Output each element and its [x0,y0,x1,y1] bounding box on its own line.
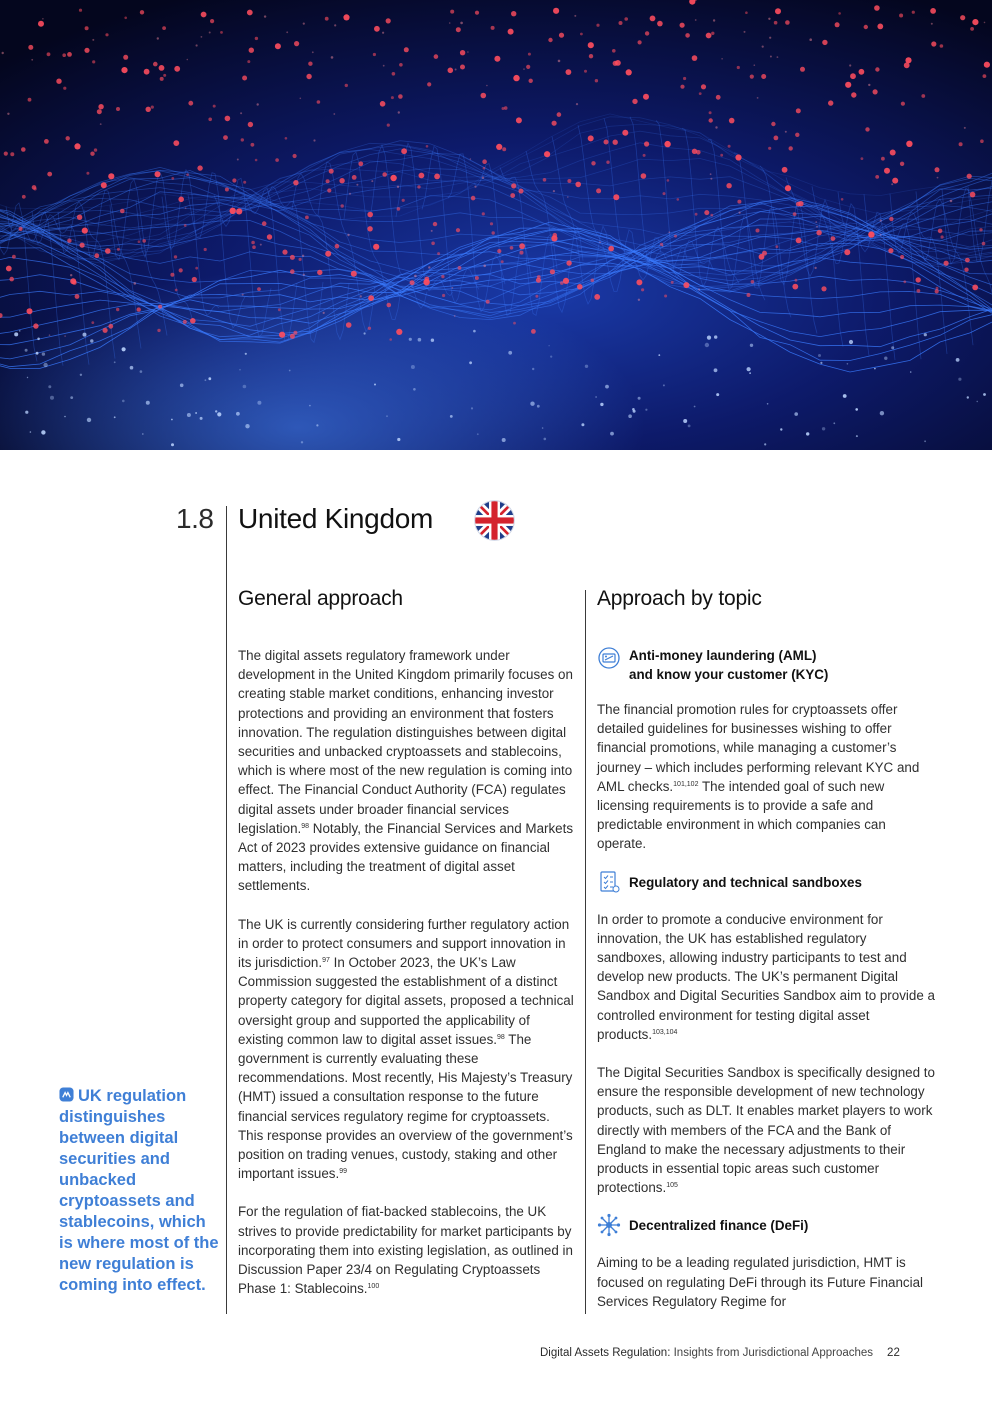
paragraph: For the regulation of fiat-backed stablecoins, the UK strives to provide predictability for market participants by incorporating them into existing legislation, as outlined in Discussion Paper 23/4 on Regulating Cryptoassets Phase 1: Stablecoins.$^{100}$ [238,1204,573,1297]
paragraph: The digital assets regulatory framework under development in the United Kingdom primarily focuses on creating stable market conditions, enhancing investor protections and providing an environment that fosters innovation. The regulation distinguishes between digital securities and unbacked cryptoassets and stablecoins, which is where most of the new regulation is coming into effect. The Financial Conduct Authority (FCA) regulates digital assets under broader financial services legislation.$^{98}$ Notably, the Financial Services and Markets Act of 2023 provides extensive guidance on financial matters, including the treatment of digital asset settlements. [238,648,574,894]
sandbox-checklist-icon [597,870,621,894]
topic-label-line2: and know your customer (KYC) [629,667,829,682]
pull-quote: UK regulation distinguishes between digital securities and unbacked cryptoassets and stablecoins, which is where most of the new regulation is coming into effect. [59,1087,219,1294]
column-divider [585,590,586,1314]
section-divider [226,506,227,1314]
footer-title-rest: Insights from Jurisdictional Approaches [670,1347,874,1359]
topic-label: Regulatory and technical sandboxes [629,874,862,890]
page-title: United Kingdom [238,503,434,534]
hero-image [0,0,992,450]
topic-label: Decentralized finance (DeFi) [629,1218,809,1234]
defi-network-icon [597,1213,621,1237]
topic-aml-kyc [597,646,937,684]
topic-sandboxes [597,873,937,894]
topic-label-line1: Anti-money laundering (AML) [629,648,817,663]
paragraph: In order to promote a conducive environment for innovation, the UK has established regulatory sandboxes, allowing industry participants to test and develop new products. The UK’s permanent Digital Sandbox and Digital Securities Sandbox aim to provide a controlled environment for testing digital asset products.$^{103,104}$ [597,911,935,1042]
page-footer [540,1347,900,1359]
paragraph: The UK is currently considering further regulatory action in order to protect consumers and support innovation in its jurisdiction.$^{97}$ In October 2023, the UK’s Law Commission suggested the establishment of a distinct property category for digital assets, proposed a technical oversight group and supported the applicability of existing common law to digital asset issues.$^{98}$ The government is currently evaluating these recommendations. Most recently, His Majesty’s Treasury (HMT) issued a consultation response to the future financial services regulatory regime for cryptoassets. This response provides an overview of the government’s position on trading venues, custody, staking and other important issues.$^{99}$ [238,916,574,1182]
topic-defi [597,1216,937,1237]
general-approach-heading: General approach [238,587,403,610]
page-number: 22 [887,1347,900,1359]
hero-graphic [0,0,992,450]
section-number: 1.8 [176,503,214,534]
paragraph: The Digital Securities Sandbox is specifically designed to ensure the responsible development of new technology products, such as DLT. It enables market players to work directly with members of the FCA and the Bank of England to make the necessary adjustments to their products in essential topic areas such customer protections.$^{105}$ [597,1065,935,1196]
approach-by-topic-heading: Approach by topic [597,587,762,610]
quote-icon [59,1087,74,1102]
uk-flag-icon [474,500,515,541]
approach-by-topic-text [597,646,937,1330]
paragraph: Aiming to be a leading regulated jurisdiction, HMT is focused on regulating DeFi through its Future Financial Services Regulatory Regime for [597,1255,924,1309]
footer-title-bold: Digital Assets Regulation: [540,1347,671,1359]
aml-kyc-icon [597,646,621,670]
paragraph: The financial promotion rules for cryptoassets offer detailed guidelines for businesses wishing to offer financial promotions, while managing a customer’s journey – which includes performing relevant KYC and AML checks.$^{101,102}$ The intended goal of such new licensing requirements is to provide a safe and predictable environment in which companies can operate. [597,702,920,852]
general-approach-text [238,646,578,1318]
